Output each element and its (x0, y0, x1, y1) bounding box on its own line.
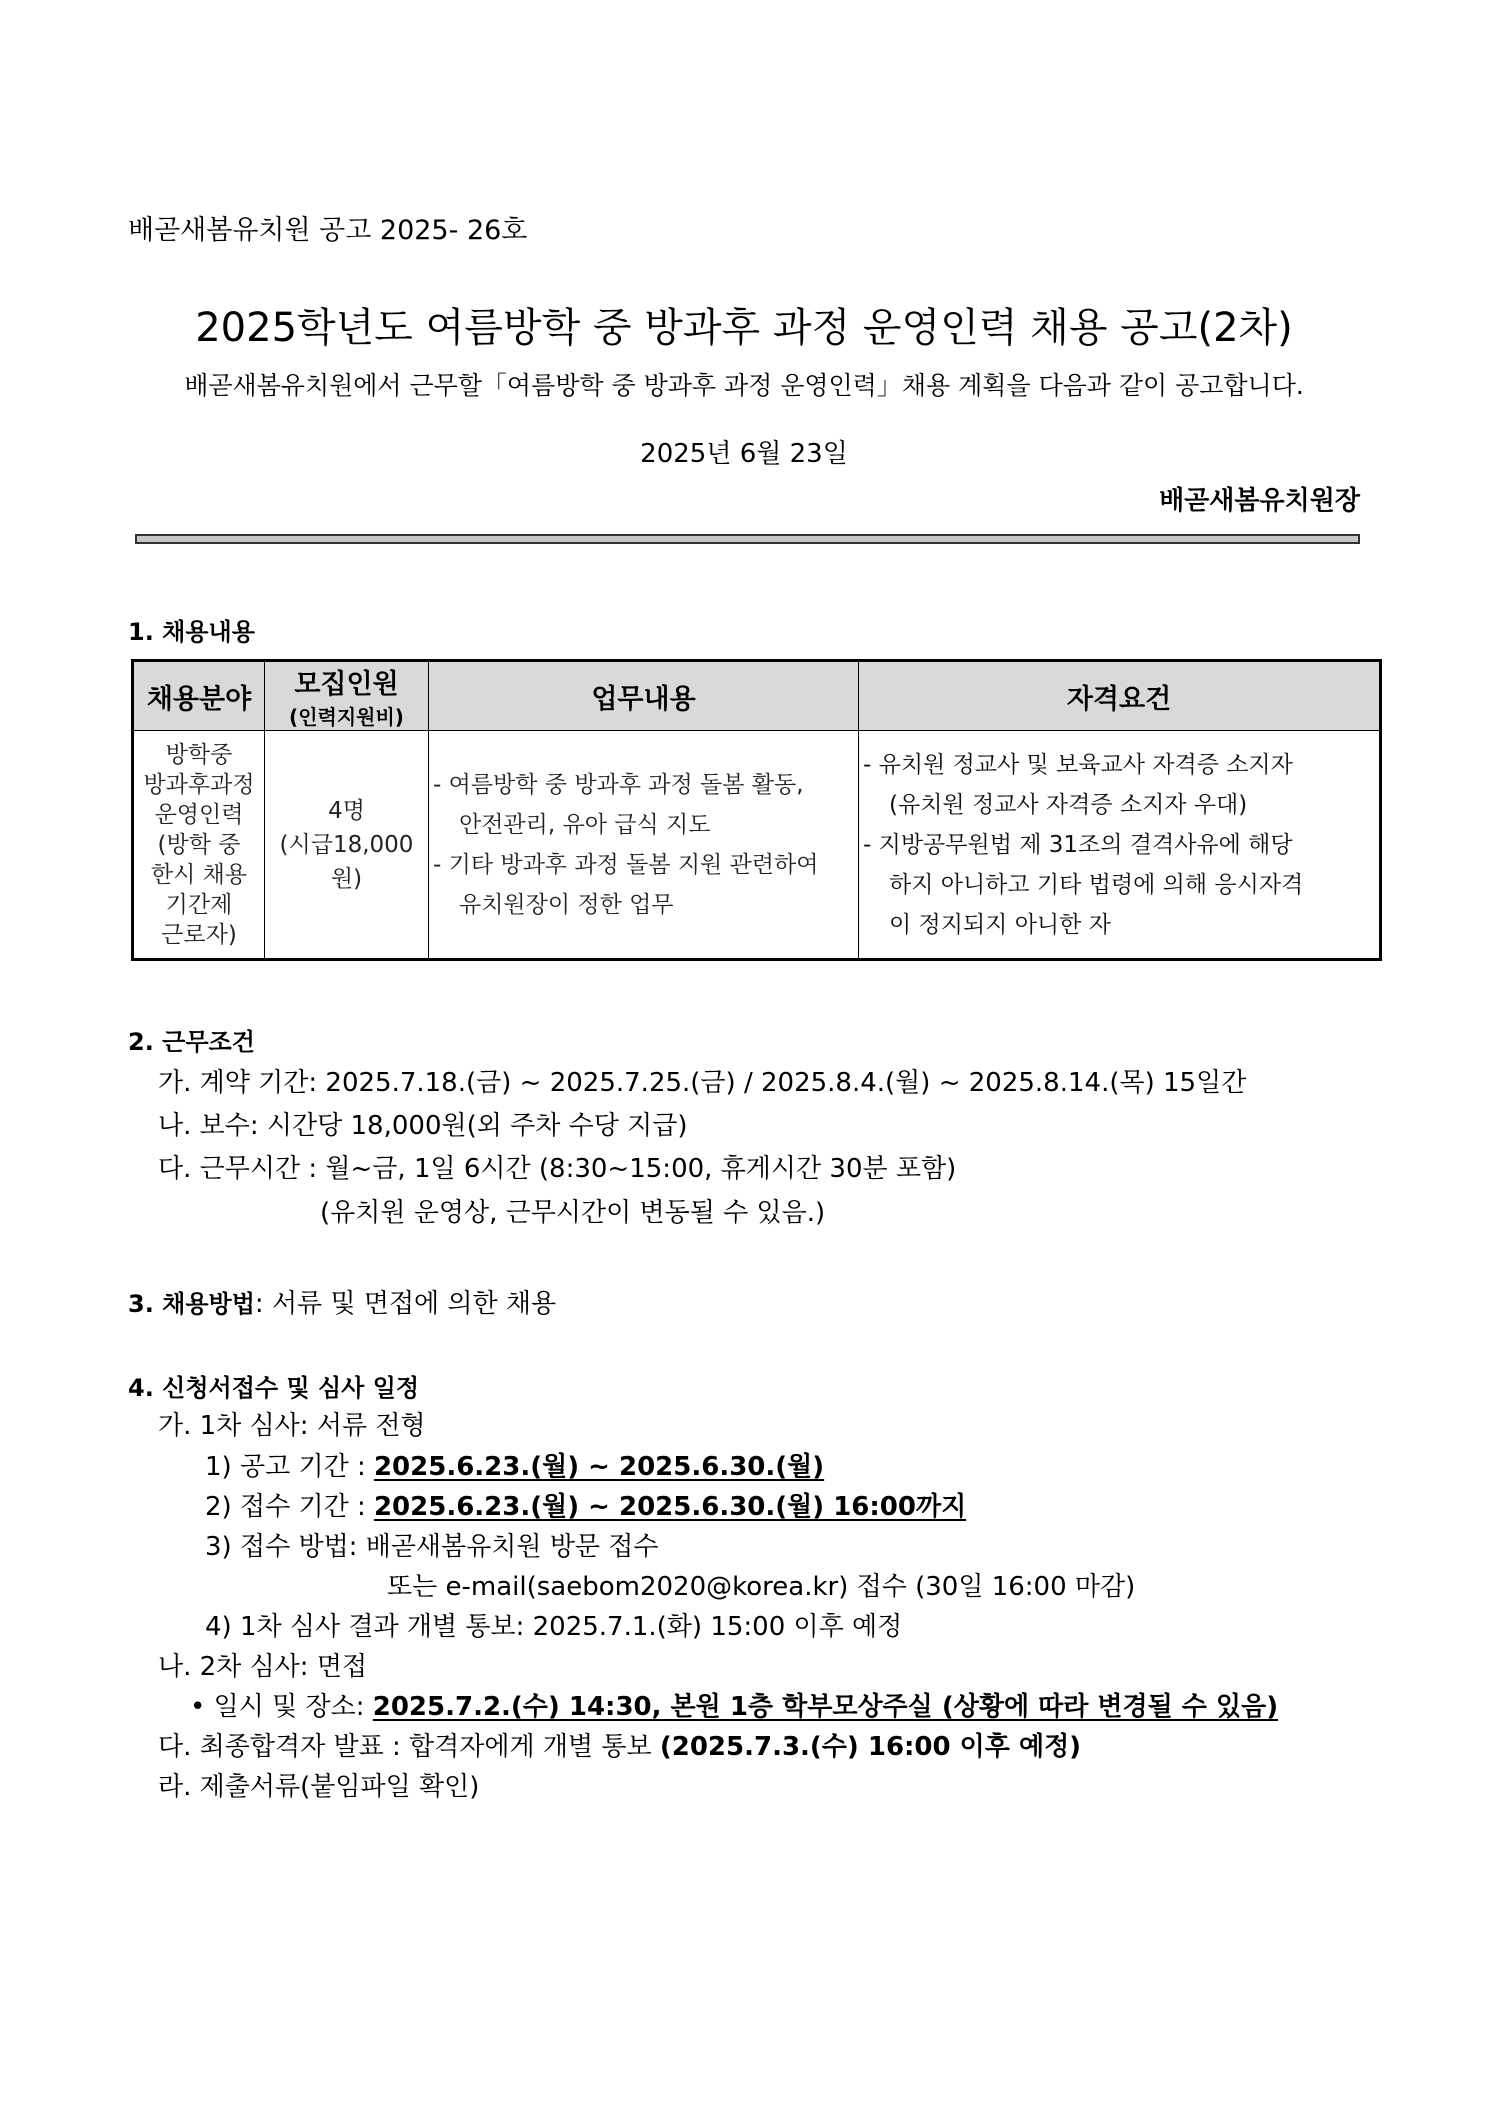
issuer: 배곧새봄유치원장 (1159, 486, 1360, 516)
section2-title: 2. 근무조건 (128, 1028, 255, 1056)
table-header-row (133, 661, 1381, 731)
section3-title: 3. 채용방법 (128, 1290, 255, 1318)
receipt-period (205, 1486, 966, 1523)
documents: 라. 제출서류(붙임파일 확인) (158, 1772, 480, 1802)
section4-title: 4. 신청서접수 및 심사 일정 (128, 1374, 420, 1402)
qual-item-cont: 이 정지되지 아니한 자 (889, 911, 1111, 938)
cell-field (133, 731, 265, 960)
first-screening: 가. 1차 심사: 서류 전형 (158, 1411, 426, 1441)
final-value: (2025.7.3.(수) 16:00 이후 예정) (659, 1732, 1082, 1762)
receipt-period-value: 2025.6.23.(월) ~ 2025.6.30.(월) 16:00까지 (373, 1492, 967, 1522)
work-hours-note: (유치원 운영상, 근무시간이 변동될 수 있음.) (320, 1198, 826, 1228)
interview-value: 2025.7.2.(수) 14:30, 본원 1층 학부모상주실 (상황에 따라 변경될 수 있음) (372, 1692, 1279, 1722)
qual-item: - 지방공무원법 제 31조의 결격사유에 해당 (863, 831, 1293, 858)
section3-text: : 서류 및 면접에 의한 채용 (254, 1289, 557, 1319)
interview-info (190, 1686, 1278, 1723)
header-qualifications: 자격요건 (859, 661, 1381, 731)
final-label: 다. 최종합격자 발표 : 합격자에게 개별 통보 (158, 1732, 660, 1762)
notice-period (205, 1446, 824, 1483)
field-line: 운영인력 (154, 801, 244, 828)
pay-info: 나. 보수: 시간당 18,000원(외 주차 수당 지급) (158, 1111, 688, 1141)
field-line: 한시 채용 (150, 861, 248, 888)
contract-period: 가. 계약 기간: 2025.7.18.(금) ~ 2025.7.25.(금) / 2025.8.4.(월) ~ 2025.8.14.(목) 15일간 (158, 1068, 1247, 1098)
count-value: 4명 (328, 797, 365, 824)
table-row (133, 731, 1381, 960)
field-line: (방학 중 (157, 831, 241, 858)
qual-item-cont: 하지 아니하고 기타 법령에 의해 응시자격 (889, 871, 1304, 898)
receipt-period-label: 2) 접수 기간 : (205, 1492, 374, 1522)
duty-item: - 기타 방과후 과정 돌봄 지원 관련하여 (433, 851, 819, 878)
header-duties: 업무내용 (429, 661, 859, 731)
header-count-label: 모집인원 (294, 669, 399, 700)
header-count (265, 661, 429, 731)
cell-count (265, 731, 429, 960)
field-line: 기간제 (165, 891, 233, 918)
receipt-method-alt: 또는 e-mail(saebom2020@korea.kr) 접수 (30일 16:00 마감) (387, 1572, 1136, 1602)
header-field: 채용분야 (133, 661, 265, 731)
duty-item-cont: 안전관리, 유아 급식 지도 (459, 811, 711, 838)
cell-duties (429, 731, 859, 960)
final-announcement (158, 1726, 1081, 1763)
notice-number: 배곧새봄유치원 공고 2025- 26호 (128, 215, 528, 246)
interview-label: • 일시 및 장소: (190, 1692, 373, 1722)
duty-item-cont: 유치원장이 정한 업무 (459, 891, 674, 918)
field-line: 방학중 (165, 741, 233, 768)
notice-period-value: 2025.6.23.(월) ~ 2025.6.30.(월) (373, 1452, 825, 1482)
notice-date: 2025년 6월 23일 (640, 439, 848, 469)
recruitment-table (131, 659, 1382, 961)
first-result: 4) 1차 심사 결과 개별 통보: 2025.7.1.(화) 15:00 이후 예정 (205, 1612, 903, 1642)
second-screening: 나. 2차 심사: 면접 (158, 1652, 368, 1682)
intro-text: 배곧새봄유치원에서 근무할「여름방학 중 방과후 과정 운영인력」채용 계획을 다음과 같이 공고합니다. (184, 371, 1304, 400)
receipt-method: 3) 접수 방법: 배곧새봄유치원 방문 접수 (205, 1532, 659, 1562)
notice-period-label: 1) 공고 기간 : (205, 1452, 374, 1482)
section3-line (128, 1283, 556, 1320)
qual-item: - 유치원 정교사 및 보육교사 자격증 소지자 (863, 751, 1293, 778)
qual-item-cont: (유치원 정교사 자격증 소지자 우대) (889, 791, 1248, 818)
page-title: 2025학년도 여름방학 중 방과후 과정 운영인력 채용 공고(2차) (195, 305, 1293, 351)
duty-item: - 여름방학 중 방과후 과정 돌봄 활동, (433, 771, 804, 798)
field-line: 근로자) (161, 921, 237, 948)
section1-title: 1. 채용내용 (128, 618, 255, 646)
work-hours: 다. 근무시간 : 월~금, 1일 6시간 (8:30~15:00, 휴게시간 30분 포함) (158, 1154, 957, 1184)
wage-value: (시급18,000원) (279, 831, 414, 892)
title-divider (135, 534, 1360, 544)
field-line: 방과후과정 (143, 771, 255, 798)
cell-qualifications (859, 731, 1381, 960)
header-count-sub: (인력지원비) (289, 705, 404, 729)
